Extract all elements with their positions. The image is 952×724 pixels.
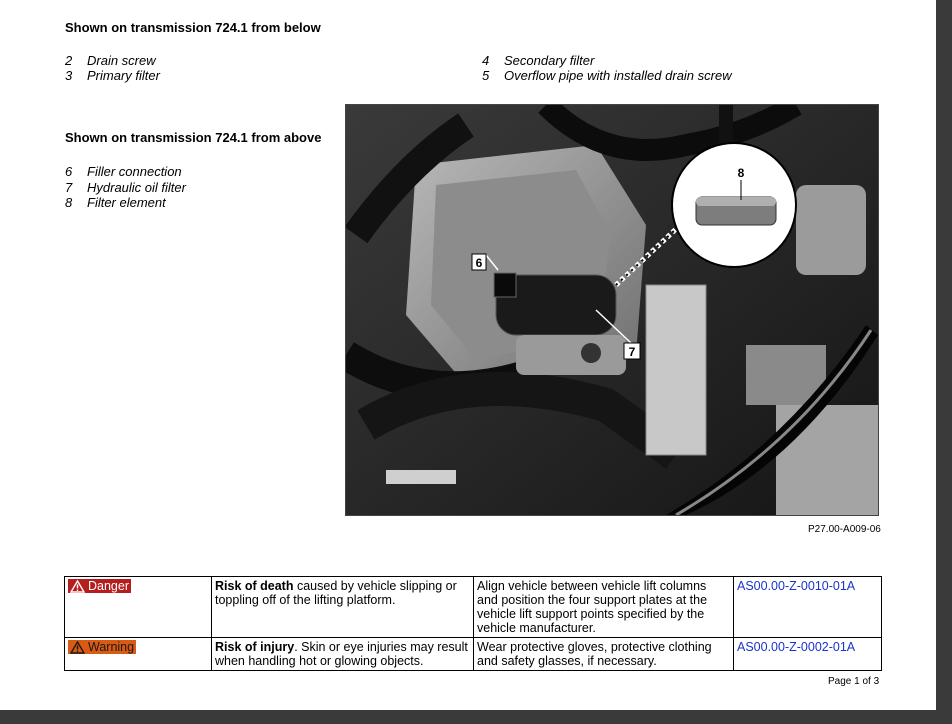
legend-number: 5: [482, 68, 490, 83]
hazard-level-cell: [65, 577, 212, 638]
legend-item: [65, 195, 166, 210]
risk-cell: [212, 638, 474, 671]
callout-8: 8: [737, 166, 745, 180]
legend-item: [65, 180, 186, 195]
legend-number: 8: [65, 195, 73, 210]
legend-label: Filler connection: [87, 164, 182, 179]
section-heading-above: Shown on transmission 724.1 from above: [65, 130, 322, 145]
page-indicator: Page 1 of 3: [828, 676, 880, 687]
legend-label: Secondary filter: [504, 53, 595, 68]
legend-number: 3: [65, 68, 73, 83]
legend-number: 7: [65, 180, 73, 195]
figure-code: P27.00-A009-06: [808, 524, 881, 535]
hazard-level-label: Warning: [88, 640, 135, 654]
legend-item: [482, 68, 732, 83]
legend-item: [65, 68, 160, 83]
section-heading-below: Shown on transmission 724.1 from below: [65, 20, 321, 35]
legend-number: 6: [65, 164, 73, 179]
legend-label: Filter element: [87, 195, 166, 210]
warning-triangle-icon: [70, 580, 85, 593]
viewer-frame-bottom: [0, 710, 952, 724]
legend-item: [482, 53, 594, 68]
hazard-level-label: Danger: [88, 579, 129, 593]
measure-cell: Wear protective gloves, protective clothing and safety glasses, if necessary.: [474, 638, 734, 671]
table-row: [65, 638, 882, 671]
viewer-frame-right: [936, 0, 952, 724]
callout-6: 6: [475, 256, 483, 270]
danger-badge: [68, 579, 131, 593]
engine-bay-photo: [345, 104, 879, 516]
legend-label: Overflow pipe with installed drain screw: [504, 68, 732, 83]
risk-title: Risk of death: [215, 579, 294, 593]
legend-item: [65, 164, 182, 179]
risk-description: caused by vehicle slipping or toppling off of the lifting platform.: [215, 579, 457, 607]
reference-link[interactable]: AS00.00-Z-0002-01A: [734, 638, 882, 671]
table-row: [65, 577, 882, 638]
measure-cell: Align vehicle between vehicle lift columns and position the four support plates at the vehicle lift support points specified by the vehicle manufacturer.: [474, 577, 734, 638]
legend-item: [65, 53, 156, 68]
hazard-level-cell: [65, 638, 212, 671]
legend-number: 4: [482, 53, 490, 68]
warning-badge: [68, 640, 136, 654]
warning-triangle-icon: [70, 641, 85, 654]
callout-7: 7: [628, 345, 636, 359]
risk-cell: [212, 577, 474, 638]
legend-label: Drain screw: [87, 53, 156, 68]
risk-title: Risk of injury: [215, 640, 295, 654]
legend-label: Hydraulic oil filter: [87, 180, 186, 195]
risk-description: . Skin or eye injuries may result when handling hot or glowing objects.: [215, 640, 468, 668]
legend-label: Primary filter: [87, 68, 160, 83]
reference-link[interactable]: AS00.00-Z-0010-01A: [734, 577, 882, 638]
safety-table: [64, 576, 882, 671]
legend-number: 2: [65, 53, 73, 68]
